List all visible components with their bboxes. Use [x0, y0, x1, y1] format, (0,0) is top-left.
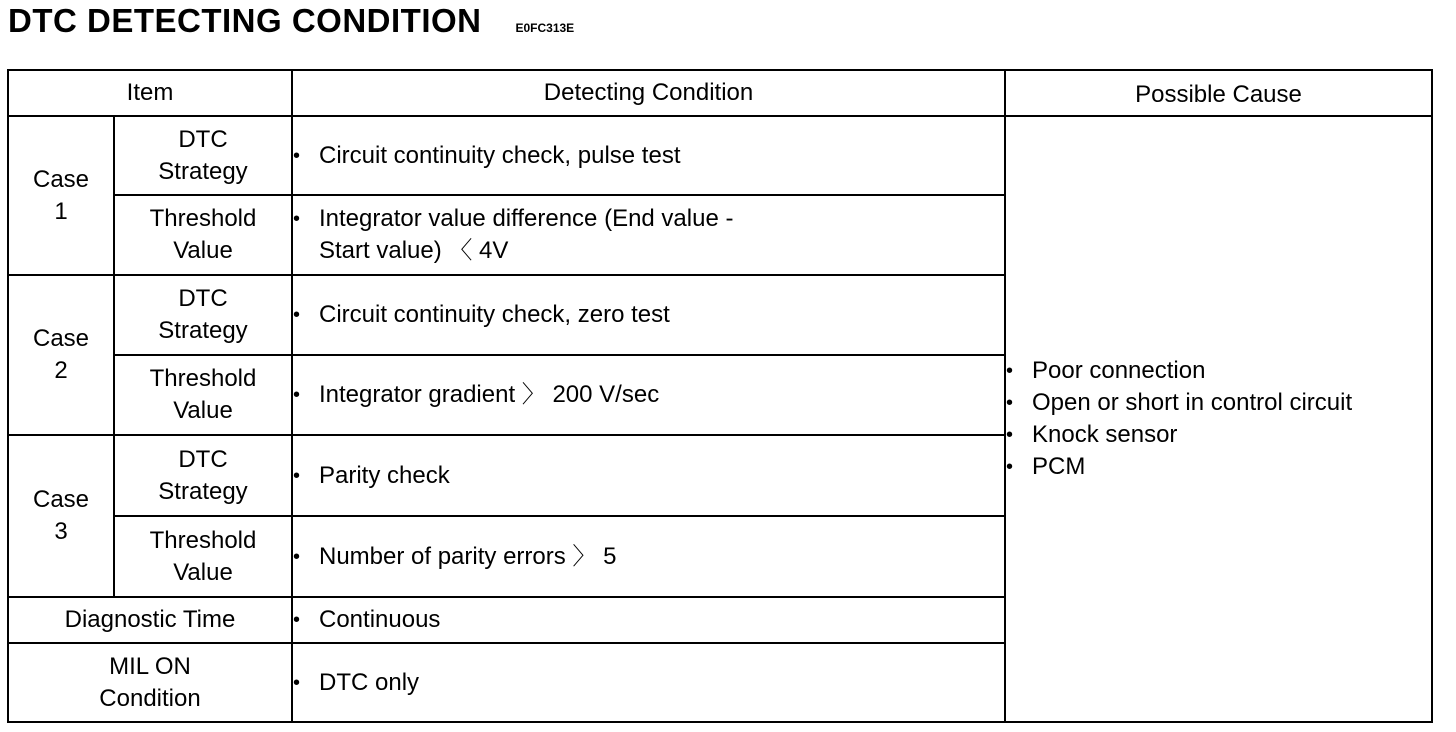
list-item: • Open or short in control circuit	[1006, 389, 1353, 416]
header-item: Item	[8, 70, 292, 116]
header-possible-cause: Possible Cause	[1005, 70, 1432, 116]
case-3-threshold-label: Threshold Value	[114, 516, 292, 597]
case-2-strategy-label: DTC Strategy	[114, 275, 292, 355]
dtc-condition-table	[7, 69, 1433, 723]
mil-on-value: • DTC only	[292, 643, 1005, 722]
page-header	[8, 2, 574, 46]
case-1-label: Case 1	[8, 116, 114, 275]
list-item: • PCM	[1006, 453, 1086, 480]
case-2-label: Case 2	[8, 275, 114, 435]
case-1-strategy-value: • Circuit continuity check, pulse test	[292, 116, 1005, 195]
case-1-strategy-label: DTC Strategy	[114, 116, 292, 195]
case-2-threshold-value: • Integrator gradient 〉 200 V/sec	[292, 355, 1005, 435]
case-1-threshold-label: Threshold Value	[114, 195, 292, 275]
table-header-row	[8, 70, 1432, 116]
case-2-strategy-value: • Circuit continuity check, zero test	[292, 275, 1005, 355]
case-2-threshold-label: Threshold Value	[114, 355, 292, 435]
diagnostic-time-value: • Continuous	[292, 597, 1005, 643]
list-item: • Knock sensor	[1006, 421, 1178, 448]
page-title: DTC DETECTING CONDITION	[8, 2, 482, 39]
case-3-strategy-value: • Parity check	[292, 435, 1005, 516]
table-row	[8, 116, 1432, 195]
header-detecting-condition: Detecting Condition	[292, 70, 1005, 116]
list-item: • Poor connection	[1006, 357, 1206, 384]
case-3-strategy-label: DTC Strategy	[114, 435, 292, 516]
mil-on-label: MIL ON Condition	[8, 643, 292, 722]
possible-cause-list	[1005, 116, 1432, 722]
diagnostic-time-label: Diagnostic Time	[8, 597, 292, 643]
case-3-threshold-value: • Number of parity errors 〉 5	[292, 516, 1005, 597]
case-3-label: Case 3	[8, 435, 114, 597]
document-code: E0FC313E	[515, 21, 575, 35]
case-1-threshold-value: • Integrator value difference (End value - Start value) 〈 4V	[292, 195, 1005, 275]
